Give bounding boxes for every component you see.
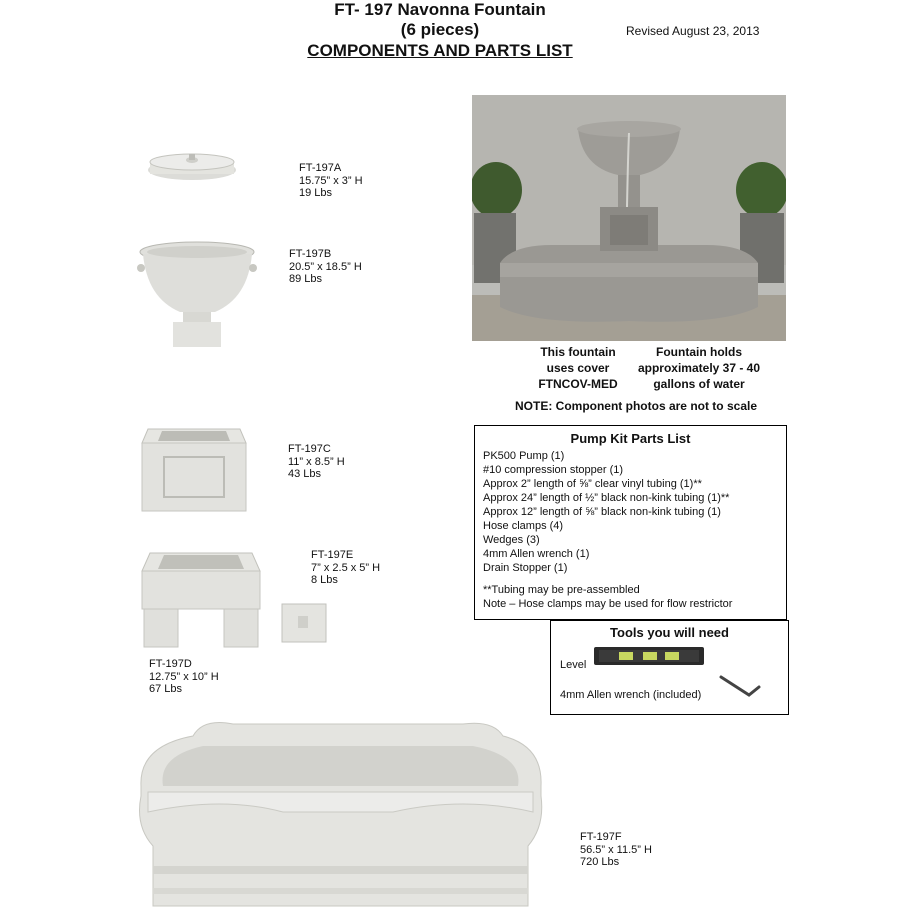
revised-date: Revised August 23, 2013 <box>626 24 760 38</box>
component-f-code: FT-197F <box>580 831 622 843</box>
component-d-code: FT-197D <box>149 658 192 670</box>
component-c-code: FT-197C <box>288 443 331 455</box>
list-item: Drain Stopper (1) <box>483 562 568 574</box>
component-c-image <box>140 421 248 513</box>
fountain-photo <box>472 95 786 341</box>
list-item: Approx 24” length of ½” black non-kink tubing (1)** <box>483 492 730 504</box>
list-item: 4mm Allen wrench (1) <box>483 548 590 560</box>
holds-line-2: approximately 37 - 40 <box>637 361 761 375</box>
component-d-size: 12.75” x 10” H <box>149 670 219 683</box>
pump-kit-notes <box>475 583 786 611</box>
tools-title: Tools you will need <box>610 625 729 640</box>
component-b-info <box>289 248 362 286</box>
component-c-weight: 43 Lbs <box>288 468 322 480</box>
component-e-info <box>311 549 380 587</box>
scale-note: NOTE: Component photos are not to scale <box>514 399 757 413</box>
component-d-info <box>149 658 219 696</box>
holds-line-1: Fountain holds <box>656 345 742 359</box>
document-heading: COMPONENTS AND PARTS LIST <box>307 41 573 60</box>
list-item: Approx 2” length of ⅝” clear vinyl tubing (1)** <box>483 478 702 490</box>
component-f-info <box>580 831 652 869</box>
component-c-size: 11” x 8.5” H <box>288 455 345 468</box>
component-d-image <box>140 551 262 649</box>
component-a-image <box>145 148 240 188</box>
list-item: Hose clamps (4) <box>483 520 564 532</box>
list-item: Wedges (3) <box>483 534 540 546</box>
pump-kit-title: Pump Kit Parts List <box>570 431 691 446</box>
component-e-image <box>280 600 328 645</box>
component-f-size: 56.5” x 11.5” H <box>580 843 652 856</box>
cover-line-1: This fountain <box>540 345 616 359</box>
component-a-code: FT-197A <box>299 162 342 174</box>
level-label: Level <box>560 659 587 671</box>
allen-wrench-icon <box>719 673 763 703</box>
component-e-code: FT-197E <box>311 549 354 561</box>
level-icon <box>593 645 705 667</box>
list-item: PK500 Pump (1) <box>483 450 565 462</box>
pump-kit-list <box>475 449 786 575</box>
component-a-info <box>299 162 363 200</box>
list-item: #10 compression stopper (1) <box>483 464 624 476</box>
pump-kit-box <box>474 425 787 620</box>
wrench-label: 4mm Allen wrench (included) <box>560 689 702 701</box>
holds-caption <box>632 344 766 392</box>
component-e-size: 7” x 2.5 x 5” H <box>311 561 381 574</box>
cover-line-3: FTNCOV-MED <box>538 377 618 391</box>
component-f-image <box>133 716 549 916</box>
component-a-weight: 19 Lbs <box>299 187 333 199</box>
document-subtitle: (6 pieces) <box>400 20 480 39</box>
document-title: FT- 197 Navonna Fountain <box>334 0 546 19</box>
component-b-size: 20.5” x 18.5” H <box>289 260 362 273</box>
tools-box <box>550 620 789 715</box>
component-c-info <box>288 443 345 481</box>
tubing-note: **Tubing may be pre-assembled <box>483 584 640 596</box>
component-e-weight: 8 Lbs <box>311 574 338 586</box>
component-b-image <box>135 238 260 353</box>
hose-clamp-note: Note – Hose clamps may be used for flow restrictor <box>483 598 733 610</box>
cover-line-2: uses cover <box>546 361 610 375</box>
component-b-weight: 89 Lbs <box>289 273 323 285</box>
list-item: Approx 12” length of ⅝” black non-kink tubing (1) <box>483 506 721 518</box>
component-b-code: FT-197B <box>289 248 332 260</box>
component-d-weight: 67 Lbs <box>149 683 183 695</box>
holds-line-3: gallons of water <box>653 377 745 391</box>
cover-caption <box>525 344 631 392</box>
component-a-size: 15.75” x 3” H <box>299 174 363 187</box>
component-f-weight: 720 Lbs <box>580 856 620 868</box>
